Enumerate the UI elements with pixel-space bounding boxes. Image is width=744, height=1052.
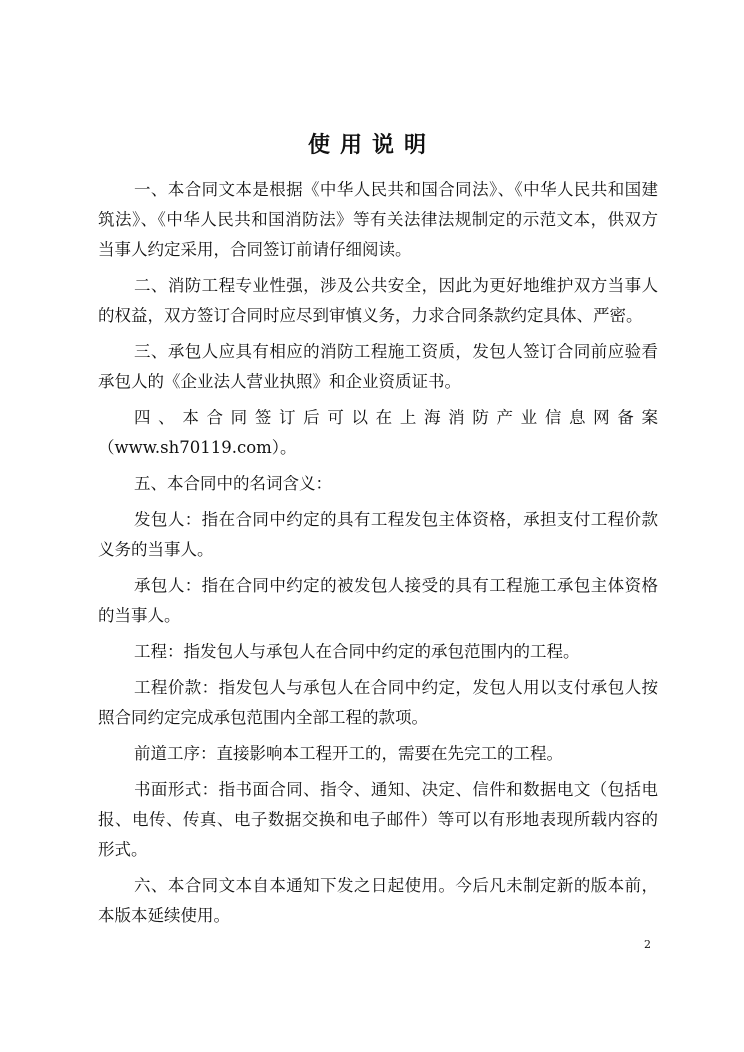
paragraph-5: 五、本合同中的名词含义： bbox=[134, 474, 332, 493]
definition-preceding-process: 前道工序：直接影响本工程开工的，需要在先完工的工程。 bbox=[134, 744, 563, 763]
definition-works: 工程：指发包人与承包人在合同中约定的承包范围内的工程。 bbox=[134, 642, 580, 661]
definition-contractor: 承包人：指在合同中约定的被发包人接受的具有工程施工承包主体资格的当事人。 bbox=[98, 576, 658, 625]
page-title: 使用说明 bbox=[307, 132, 436, 158]
paragraph-3: 三、承包人应具有相应的消防工程施工资质，发包人签订合同前应验看承包人的《企业法人营业执照》和企业资质证书。 bbox=[98, 342, 658, 391]
paragraph-6: 六、本合同文本自本通知下发之日起使用。今后凡未制定新的版本前，本版本延续使用。 bbox=[98, 876, 658, 925]
paragraph-4: 四、本合同签订后可以在上海消防产业信息网备案（www.sh70119.com）。 bbox=[98, 408, 658, 457]
page-number: 2 bbox=[644, 938, 651, 951]
paragraph-2: 二、消防工程专业性强，涉及公共安全，因此为更好地维护双方当事人的权益，双方签订合同时应尽到审慎义务，力求合同条款约定具体、严密。 bbox=[98, 276, 658, 325]
definition-contract-price: 工程价款：指发包人与承包人在合同中约定，发包人用以支付承包人按照合同约定完成承包范围内全部工程的款项。 bbox=[98, 678, 658, 727]
paragraph-1: 一、本合同文本是根据《中华人民共和国合同法》、《中华人民共和国建筑法》、《中华人民共和国消防法》等有关法律法规制定的示范文本，供双方当事人约定采用，合同签订前请仔细阅读。 bbox=[98, 180, 658, 259]
definition-written-form: 书面形式：指书面合同、指令、通知、决定、信件和数据电文（包括电报、电传、传真、电子数据交换和电子邮件）等可以有形地表现所载内容的形式。 bbox=[98, 780, 658, 859]
definition-employer: 发包人：指在合同中约定的具有工程发包主体资格，承担支付工程价款义务的当事人。 bbox=[98, 510, 658, 559]
document-body bbox=[98, 175, 658, 937]
